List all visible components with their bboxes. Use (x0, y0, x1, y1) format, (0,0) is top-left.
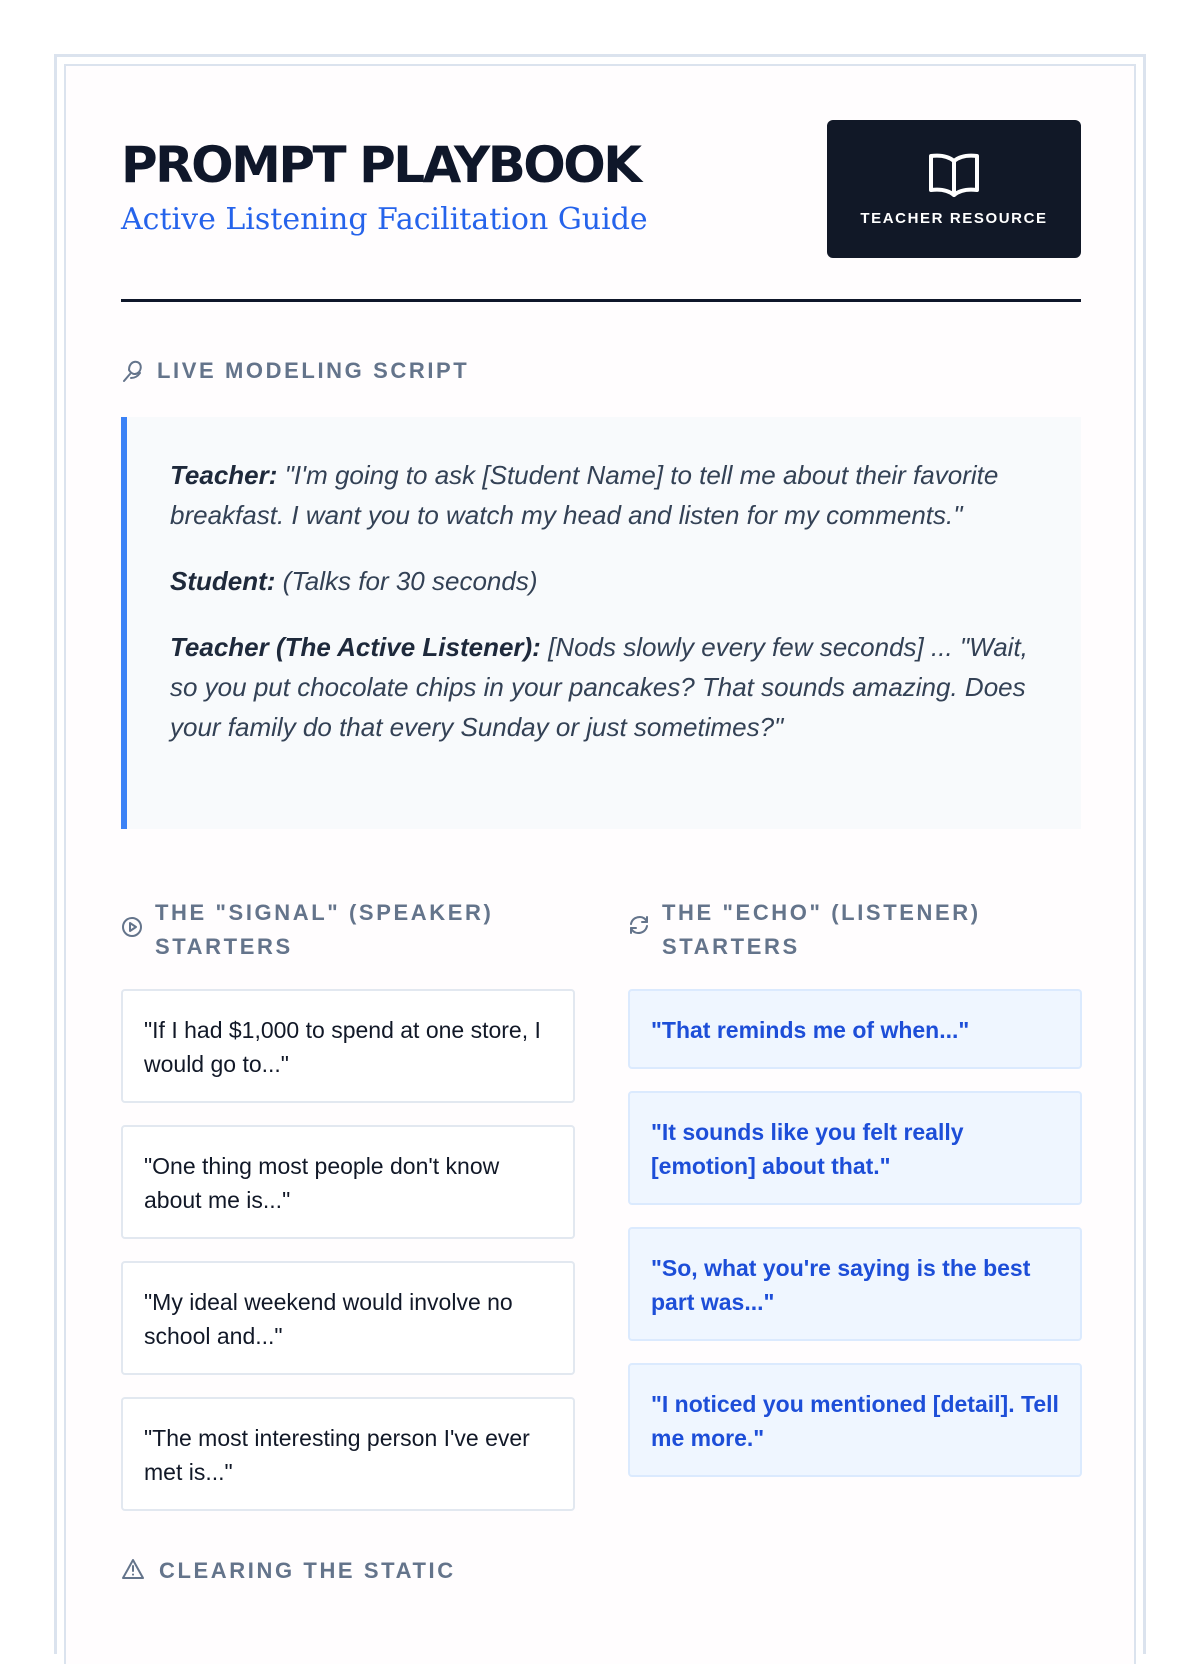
badge-label: TEACHER RESOURCE (860, 209, 1048, 227)
echo-card: "So, what you're saying is the best part was..." (628, 1227, 1082, 1341)
static-heading-text: CLEARING THE STATIC (159, 1558, 456, 1583)
refresh-icon (628, 914, 650, 936)
signal-list (121, 989, 575, 1533)
script-line (170, 627, 1041, 747)
echo-card: "It sounds like you felt really [emotion] about that." (628, 1091, 1082, 1205)
live-script-box (121, 417, 1081, 829)
script-speaker: Teacher: (170, 460, 278, 490)
header (121, 118, 1081, 258)
script-text: (Talks for 30 seconds) (282, 566, 538, 596)
echo-card: "That reminds me of when..." (628, 989, 1082, 1069)
script-text: "I'm going to ask [Student Name] to tell me about their favorite breakfast. I want you to watch my head and listen for my comments." (170, 460, 999, 530)
script-line (170, 455, 1041, 535)
signal-card: "My ideal weekend would involve no school and..." (121, 1261, 575, 1375)
microphone-icon (121, 358, 143, 384)
echo-heading (628, 896, 1082, 964)
live-script-heading (121, 354, 469, 388)
signal-card: "If I had $1,000 to spend at one store, I would go to..." (121, 989, 575, 1103)
teacher-resource-badge (827, 120, 1081, 258)
play-circle-icon (121, 916, 143, 938)
echo-heading-text: THE "ECHO" (LISTENER) STARTERS (662, 900, 981, 959)
signal-card: "The most interesting person I've ever met is..." (121, 1397, 575, 1511)
echo-list (628, 989, 1082, 1499)
script-text: [Nods slowly every few seconds] ... "Wait, so you put chocolate chips in your pancakes? That sounds amazing. Does your family do that every Sunday or just sometimes?" (170, 632, 1028, 742)
header-divider (121, 299, 1081, 302)
script-line (170, 561, 1041, 601)
page-subtitle: Active Listening Facilitation Guide (121, 202, 648, 237)
signal-heading (121, 896, 575, 964)
page-title: PROMPT PLAYBOOK (121, 136, 640, 194)
signal-card: "One thing most people don't know about me is..." (121, 1125, 575, 1239)
script-speaker: Teacher (The Active Listener): (170, 632, 541, 662)
static-heading (121, 1554, 456, 1588)
script-speaker: Student: (170, 566, 276, 596)
live-script-heading-text: LIVE MODELING SCRIPT (157, 358, 470, 383)
echo-card: "I noticed you mentioned [detail]. Tell me more." (628, 1363, 1082, 1477)
warning-icon (121, 1558, 145, 1580)
signal-heading-text: THE "SIGNAL" (SPEAKER) STARTERS (155, 900, 494, 959)
open-book-icon (928, 152, 980, 198)
